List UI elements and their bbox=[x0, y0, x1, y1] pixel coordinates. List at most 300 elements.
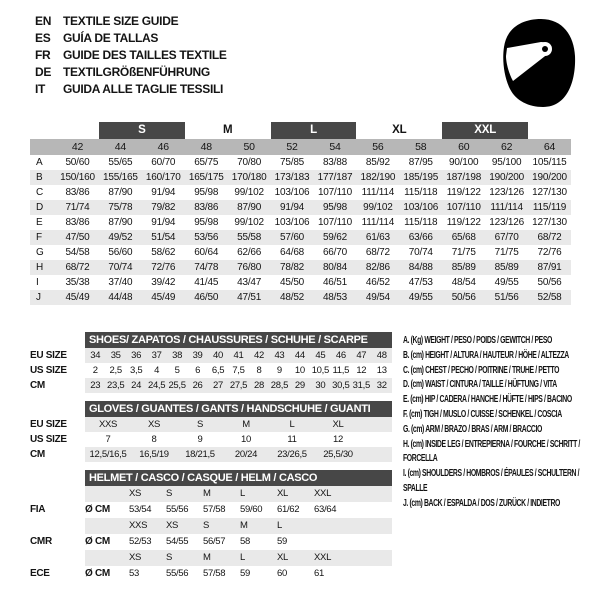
size-value: 84/88 bbox=[408, 262, 433, 273]
row-label: EU SIZE bbox=[30, 419, 67, 430]
value: 42 bbox=[253, 350, 264, 361]
language-label: GUIDA ALLE TAGLIE TESSILI bbox=[63, 82, 224, 96]
row-letter: H bbox=[36, 262, 44, 273]
size-value: 95/98 bbox=[322, 202, 347, 213]
helmet-value: 53/54 bbox=[129, 504, 152, 515]
value: XL bbox=[332, 419, 344, 430]
size-value: 105/115 bbox=[532, 157, 567, 168]
row-label: US SIZE bbox=[30, 434, 67, 445]
size-value: 127/130 bbox=[532, 217, 567, 228]
language-row bbox=[35, 81, 227, 98]
size-value: 45/49 bbox=[151, 292, 176, 303]
language-list bbox=[35, 13, 227, 98]
shoes-title: SHOES/ ZAPATOS / CHAUSSURES / SCHUHE / SCARPE bbox=[89, 334, 368, 346]
value: 4 bbox=[154, 365, 160, 376]
value: 36 bbox=[131, 350, 142, 361]
value: 46 bbox=[335, 350, 346, 361]
row-letter: J bbox=[36, 292, 41, 303]
gloves-title: GLOVES / GUANTES / GANTS / HANDSCHUHE / GUANTI bbox=[89, 403, 371, 415]
helmet-size: S bbox=[203, 520, 210, 531]
value: 32 bbox=[376, 380, 387, 391]
size-value: 87/91 bbox=[537, 262, 562, 273]
value: L bbox=[289, 419, 295, 430]
value: 10,5 bbox=[311, 365, 329, 376]
value: 47 bbox=[356, 350, 367, 361]
table-row bbox=[30, 378, 392, 393]
size-value: 119/122 bbox=[446, 187, 481, 198]
value: 27 bbox=[213, 380, 224, 391]
size-value: 99/102 bbox=[234, 187, 264, 198]
size-value: 99/102 bbox=[234, 217, 264, 228]
value: 8 bbox=[256, 365, 262, 376]
helmet-value-row bbox=[30, 566, 392, 582]
value: 13 bbox=[376, 365, 387, 376]
size-row-g bbox=[30, 245, 571, 260]
size-value: 80/84 bbox=[322, 262, 347, 273]
size-value: 60/70 bbox=[151, 157, 176, 168]
size-value: 115/118 bbox=[404, 217, 438, 228]
size-value: 46/50 bbox=[194, 292, 219, 303]
size-value: 187/198 bbox=[446, 172, 482, 183]
size-row-j bbox=[30, 290, 571, 305]
size-value: 50/60 bbox=[65, 157, 90, 168]
helmet-size: XL bbox=[277, 488, 289, 499]
size-value: 76/80 bbox=[237, 262, 262, 273]
size-value: 173/183 bbox=[274, 172, 310, 183]
helmet-size: M bbox=[240, 520, 248, 531]
size-value: 68/72 bbox=[537, 232, 562, 243]
size-row-d bbox=[30, 200, 571, 215]
size-value: 119/122 bbox=[446, 217, 481, 228]
gloves-title-bar bbox=[85, 401, 392, 417]
size-value: 49/55 bbox=[494, 277, 519, 288]
size-row-a bbox=[30, 155, 571, 170]
helmet-value: 52/53 bbox=[129, 536, 152, 547]
size-label-l: L bbox=[271, 122, 357, 139]
language-code: IT bbox=[35, 82, 46, 96]
unit-label: Ø CM bbox=[85, 504, 110, 515]
table-row bbox=[30, 417, 392, 432]
size-value: 103/106 bbox=[403, 202, 439, 213]
legend-item: H. (cm) INSIDE LEG / ENTREPIERNA / FOURCHE / SCHRITT / FORCELLA bbox=[403, 438, 580, 465]
row-letter: F bbox=[36, 232, 42, 243]
language-code: EN bbox=[35, 14, 52, 28]
value: 10 bbox=[294, 365, 305, 376]
size-value: 46/52 bbox=[365, 277, 390, 288]
value: 3,5 bbox=[130, 365, 143, 376]
value: 12 bbox=[333, 434, 343, 445]
table-row bbox=[30, 447, 392, 462]
size-value: 82/86 bbox=[365, 262, 390, 273]
value: 40 bbox=[213, 350, 224, 361]
size-value: 71/75 bbox=[494, 247, 519, 258]
value: 39 bbox=[192, 350, 203, 361]
size-value: 56/60 bbox=[108, 247, 133, 258]
size-value: 91/94 bbox=[280, 202, 305, 213]
size-columns-row bbox=[30, 139, 571, 155]
row-label: ECE bbox=[30, 568, 50, 579]
size-row-b bbox=[30, 170, 571, 185]
size-value: 185/195 bbox=[403, 172, 439, 183]
size-value: 64/68 bbox=[280, 247, 305, 258]
column-header: 48 bbox=[200, 141, 212, 153]
value: 8 bbox=[151, 434, 157, 445]
size-value: 55/58 bbox=[237, 232, 262, 243]
row-label: US SIZE bbox=[30, 365, 67, 376]
value: 30 bbox=[315, 380, 326, 391]
size-value: 75/85 bbox=[280, 157, 305, 168]
value: 2 bbox=[92, 365, 98, 376]
column-header: 64 bbox=[543, 141, 556, 153]
column-header: 52 bbox=[286, 141, 298, 153]
size-value: 74/78 bbox=[194, 262, 219, 273]
helmet-size: L bbox=[277, 520, 282, 531]
size-value: 57/60 bbox=[280, 232, 305, 243]
helmet-size: XS bbox=[166, 520, 179, 531]
helmet-size: XL bbox=[277, 552, 289, 563]
size-value: 39/42 bbox=[151, 277, 176, 288]
size-value: 72/76 bbox=[151, 262, 176, 273]
size-value: 47/53 bbox=[408, 277, 433, 288]
size-value: 70/80 bbox=[237, 157, 262, 168]
helmet-size: S bbox=[166, 552, 173, 563]
helmet-size: XXS bbox=[129, 520, 148, 531]
legend-item: F. (cm) TIGH / MUSLO / CUISSE / SCHENKEL / COSCIA bbox=[403, 408, 562, 420]
legend-item: G. (cm) ARM / BRAZO / BRAS / ARM / BRACCIO bbox=[403, 423, 542, 435]
shoes-title-bar bbox=[85, 332, 392, 348]
size-value: 182/190 bbox=[360, 172, 396, 183]
value: 10 bbox=[241, 434, 251, 445]
helmet-size: XXL bbox=[314, 488, 332, 499]
value: 24 bbox=[131, 380, 142, 391]
size-value: 41/45 bbox=[194, 277, 219, 288]
size-value: 91/94 bbox=[151, 217, 176, 228]
helmet-size: XS bbox=[129, 552, 142, 563]
size-value: 123/126 bbox=[489, 217, 524, 228]
size-value: 43/47 bbox=[237, 277, 262, 288]
size-value: 103/106 bbox=[274, 187, 310, 198]
value: 45 bbox=[315, 350, 326, 361]
size-value: 48/54 bbox=[451, 277, 476, 288]
row-letter: G bbox=[36, 247, 44, 258]
size-value: 107/110 bbox=[317, 217, 352, 228]
row-letter: D bbox=[36, 202, 44, 213]
helmet-value: 57/58 bbox=[203, 568, 226, 579]
size-value: 62/66 bbox=[237, 247, 262, 258]
table-row bbox=[30, 432, 392, 447]
value: 35 bbox=[110, 350, 121, 361]
helmet-rows bbox=[30, 486, 392, 582]
value: 48 bbox=[376, 350, 387, 361]
value: 9 bbox=[276, 365, 282, 376]
size-value: 54/58 bbox=[65, 247, 90, 258]
table-row bbox=[30, 348, 392, 363]
size-value: 127/130 bbox=[532, 187, 567, 198]
size-value: 150/160 bbox=[60, 172, 95, 183]
size-label-s: S bbox=[99, 122, 185, 139]
size-value: 44/48 bbox=[108, 292, 133, 303]
size-value: 95/98 bbox=[194, 187, 219, 198]
legend bbox=[403, 334, 598, 512]
size-value: 107/110 bbox=[446, 202, 481, 213]
size-value: 68/72 bbox=[365, 247, 390, 258]
column-header: 56 bbox=[372, 141, 384, 153]
size-value: 87/90 bbox=[237, 202, 262, 213]
row-label: FIA bbox=[30, 504, 46, 515]
language-label: TEXTILGRÖßENFÜHRUNG bbox=[63, 65, 210, 79]
column-header: 60 bbox=[458, 141, 470, 153]
helmet-value: 54/55 bbox=[166, 536, 189, 547]
size-value: 79/82 bbox=[151, 202, 176, 213]
corner-cell bbox=[30, 139, 56, 155]
value: 28 bbox=[253, 380, 264, 391]
helmet-size: L bbox=[240, 552, 245, 563]
column-header: 42 bbox=[71, 141, 84, 153]
size-value: 170/180 bbox=[231, 172, 267, 183]
size-value: 70/74 bbox=[408, 247, 433, 258]
size-value: 83/86 bbox=[194, 202, 219, 213]
table-row bbox=[30, 363, 392, 378]
unit-label: Ø CM bbox=[85, 568, 110, 579]
column-header: 58 bbox=[415, 141, 427, 153]
size-value: 55/65 bbox=[108, 157, 133, 168]
helmet-value: 53 bbox=[129, 568, 139, 579]
size-value: 49/52 bbox=[108, 232, 133, 243]
size-value: 111/114 bbox=[490, 202, 523, 213]
language-label: GUIDE DES TAILLES TEXTILE bbox=[63, 48, 227, 62]
helmet-size: XS bbox=[129, 488, 142, 499]
size-value: 90/100 bbox=[449, 157, 479, 168]
language-code: DE bbox=[35, 65, 52, 79]
size-value: 37/40 bbox=[108, 277, 133, 288]
size-value: 75/78 bbox=[108, 202, 133, 213]
value: 28,5 bbox=[270, 380, 289, 391]
shoes-table bbox=[30, 332, 392, 393]
row-label: CM bbox=[30, 449, 45, 460]
size-value: 68/72 bbox=[65, 262, 90, 273]
helmet-size: XXL bbox=[314, 552, 332, 563]
value: XXS bbox=[98, 419, 118, 430]
size-value: 45/49 bbox=[65, 292, 90, 303]
helmet-title: HELMET / CASCO / CASQUE / HELM / CASCO bbox=[89, 472, 318, 484]
helmet-value: 56/57 bbox=[203, 536, 226, 547]
helmet-value: 57/58 bbox=[203, 504, 226, 515]
language-row bbox=[35, 64, 227, 81]
size-value: 63/66 bbox=[408, 232, 433, 243]
size-row-f bbox=[30, 230, 571, 245]
size-value: 45/50 bbox=[280, 277, 305, 288]
shoes-rows bbox=[30, 348, 392, 393]
value: 25,5 bbox=[168, 380, 186, 391]
value: 16,5/19 bbox=[139, 449, 169, 460]
helmet-size: L bbox=[240, 488, 245, 499]
size-value: 190/200 bbox=[532, 172, 567, 183]
helmet-size-row bbox=[30, 550, 392, 566]
value: 44 bbox=[294, 350, 305, 361]
value: 9 bbox=[197, 434, 203, 445]
value: 26 bbox=[192, 380, 203, 391]
value: 25,5/30 bbox=[323, 449, 353, 460]
column-header: 54 bbox=[329, 141, 341, 153]
size-label-row bbox=[30, 122, 571, 139]
helmet-value: 55/56 bbox=[166, 568, 189, 579]
value: 11 bbox=[287, 434, 297, 445]
size-row-i bbox=[30, 275, 571, 290]
helmet-value-row bbox=[30, 534, 392, 550]
size-value: 123/126 bbox=[489, 187, 524, 198]
value: 38 bbox=[172, 350, 183, 361]
value: 12 bbox=[356, 365, 367, 376]
size-value: 48/53 bbox=[322, 292, 347, 303]
language-row bbox=[35, 47, 227, 64]
value: 5 bbox=[174, 365, 180, 376]
legend-item: C. (cm) CHEST / PECHO / POITRINE / TRUHE / PETTO bbox=[403, 364, 560, 376]
helmet-size: M bbox=[203, 488, 211, 499]
size-label-xxl: XXL bbox=[442, 122, 528, 139]
gloves-rows bbox=[30, 417, 392, 462]
language-code: ES bbox=[35, 31, 51, 45]
value: 37 bbox=[151, 350, 162, 361]
column-header: 50 bbox=[243, 141, 255, 153]
row-letter: C bbox=[36, 187, 44, 198]
size-value: 48/52 bbox=[280, 292, 305, 303]
value: 34 bbox=[90, 350, 101, 361]
size-value: 35/38 bbox=[65, 277, 90, 288]
column-header: 44 bbox=[114, 141, 126, 153]
lower-tables bbox=[30, 332, 392, 590]
value: S bbox=[196, 419, 204, 430]
size-value: 78/82 bbox=[280, 262, 305, 273]
size-row-e bbox=[30, 215, 571, 230]
size-value: 71/74 bbox=[65, 202, 90, 213]
racing-helmet-icon bbox=[500, 16, 578, 110]
value: 11,5 bbox=[332, 365, 350, 376]
legend-item: A. (Kg) WEIGHT / PESO / POIDS / GEWITCH / PESO bbox=[403, 335, 552, 346]
size-value: 165/175 bbox=[188, 172, 224, 183]
value: 6 bbox=[195, 365, 201, 376]
row-letter: E bbox=[36, 217, 43, 228]
value: 18/21,5 bbox=[185, 449, 215, 460]
value: 24,5 bbox=[147, 380, 166, 391]
legend-item: E. (cm) HIP / CADERA / HANCHE / HÜFTE / HIPS / BACINO bbox=[403, 394, 572, 406]
size-row-c bbox=[30, 185, 571, 200]
row-letter: A bbox=[36, 157, 43, 168]
language-label: GUÍA DE TALLAS bbox=[63, 31, 159, 45]
helmet-table bbox=[30, 470, 392, 582]
value: XS bbox=[147, 419, 161, 430]
helmet-value: 59 bbox=[240, 568, 250, 579]
size-value: 83/88 bbox=[322, 157, 347, 168]
helmet-value: 55/56 bbox=[166, 504, 189, 515]
language-label: TEXTILE SIZE GUIDE bbox=[63, 14, 179, 28]
size-value: 50/56 bbox=[451, 292, 476, 303]
size-value: 95/100 bbox=[491, 157, 522, 168]
legend-item: J. (cm) BACK / ESPALDA / DOS / ZURÜCK / INDIETRO bbox=[403, 497, 560, 509]
row-label: CMR bbox=[30, 536, 52, 547]
value: 23/26,5 bbox=[277, 449, 307, 460]
legend-item: D. (cm) WAIST / CINTURA / TAILLE / HÜFTUNG / VITA bbox=[403, 379, 557, 391]
size-value: 107/110 bbox=[317, 187, 352, 198]
size-value: 53/56 bbox=[194, 232, 219, 243]
column-header: 62 bbox=[500, 141, 513, 153]
language-row bbox=[35, 13, 227, 30]
size-value: 49/54 bbox=[365, 292, 390, 303]
size-row-h bbox=[30, 260, 571, 275]
helmet-value: 61/62 bbox=[277, 504, 300, 515]
size-value: 87/95 bbox=[408, 157, 433, 168]
size-label-m: M bbox=[222, 124, 233, 136]
helmet-title-bar bbox=[85, 470, 392, 486]
size-value: 59/62 bbox=[322, 232, 347, 243]
size-value: 87/90 bbox=[108, 187, 133, 198]
size-value: 87/90 bbox=[108, 217, 133, 228]
size-value: 70/74 bbox=[108, 262, 133, 273]
size-value: 67/70 bbox=[494, 232, 519, 243]
size-value: 160/170 bbox=[145, 172, 181, 183]
helmet-size-row bbox=[30, 486, 392, 502]
size-value: 103/106 bbox=[274, 217, 310, 228]
gloves-table bbox=[30, 401, 392, 462]
size-value: 85/89 bbox=[451, 262, 476, 273]
row-label: CM bbox=[30, 380, 45, 391]
size-value: 51/56 bbox=[494, 292, 519, 303]
size-value: 95/98 bbox=[194, 217, 219, 228]
value: 23 bbox=[90, 380, 101, 391]
size-value: 47/51 bbox=[237, 292, 262, 303]
size-value: 111/114 bbox=[361, 187, 395, 198]
language-code: FR bbox=[35, 48, 51, 62]
value: 20/24 bbox=[234, 449, 258, 460]
size-value: 85/92 bbox=[365, 157, 390, 168]
legend-item: I. (cm) SHOULDERS / HOMBROS / ÉPAULES / SCHULTERN / SPALLE bbox=[403, 468, 580, 494]
size-label-xl: XL bbox=[392, 124, 407, 136]
value: 43 bbox=[274, 350, 285, 361]
value: 7,5 bbox=[232, 365, 245, 376]
size-value: 72/76 bbox=[537, 247, 562, 258]
size-value: 177/187 bbox=[317, 172, 353, 183]
helmet-value: 63/64 bbox=[314, 504, 337, 515]
row-letter: I bbox=[36, 277, 39, 288]
value: M bbox=[242, 419, 250, 430]
size-value: 58/62 bbox=[151, 247, 176, 258]
value: 7 bbox=[105, 434, 111, 445]
size-value: 65/75 bbox=[194, 157, 219, 168]
value: 29 bbox=[294, 380, 305, 391]
size-value: 47/50 bbox=[65, 232, 90, 243]
size-value: 51/54 bbox=[151, 232, 176, 243]
value: 31,5 bbox=[352, 380, 370, 391]
size-table bbox=[30, 122, 571, 305]
value: 12,5/16,5 bbox=[89, 449, 127, 460]
helmet-size: M bbox=[203, 552, 211, 563]
helmet-size: S bbox=[166, 488, 173, 499]
value: 27,5 bbox=[229, 380, 248, 391]
size-value: 61/63 bbox=[365, 232, 390, 243]
size-value: 65/68 bbox=[451, 232, 476, 243]
size-value: 190/200 bbox=[489, 172, 524, 183]
size-value: 46/51 bbox=[322, 277, 347, 288]
size-value: 115/118 bbox=[404, 187, 438, 198]
helmet-value: 61 bbox=[314, 568, 324, 579]
helmet-value: 60 bbox=[277, 568, 287, 579]
size-value: 111/114 bbox=[361, 217, 395, 228]
size-value: 83/86 bbox=[65, 217, 90, 228]
language-row bbox=[35, 30, 227, 47]
value: 41 bbox=[233, 350, 244, 361]
size-value: 71/75 bbox=[451, 247, 476, 258]
helmet-value: 59 bbox=[277, 536, 287, 547]
legend-item: B. (cm) HEIGHT / ALTURA / HAUTEUR / HÖHE / ALTEZZA bbox=[403, 349, 569, 361]
